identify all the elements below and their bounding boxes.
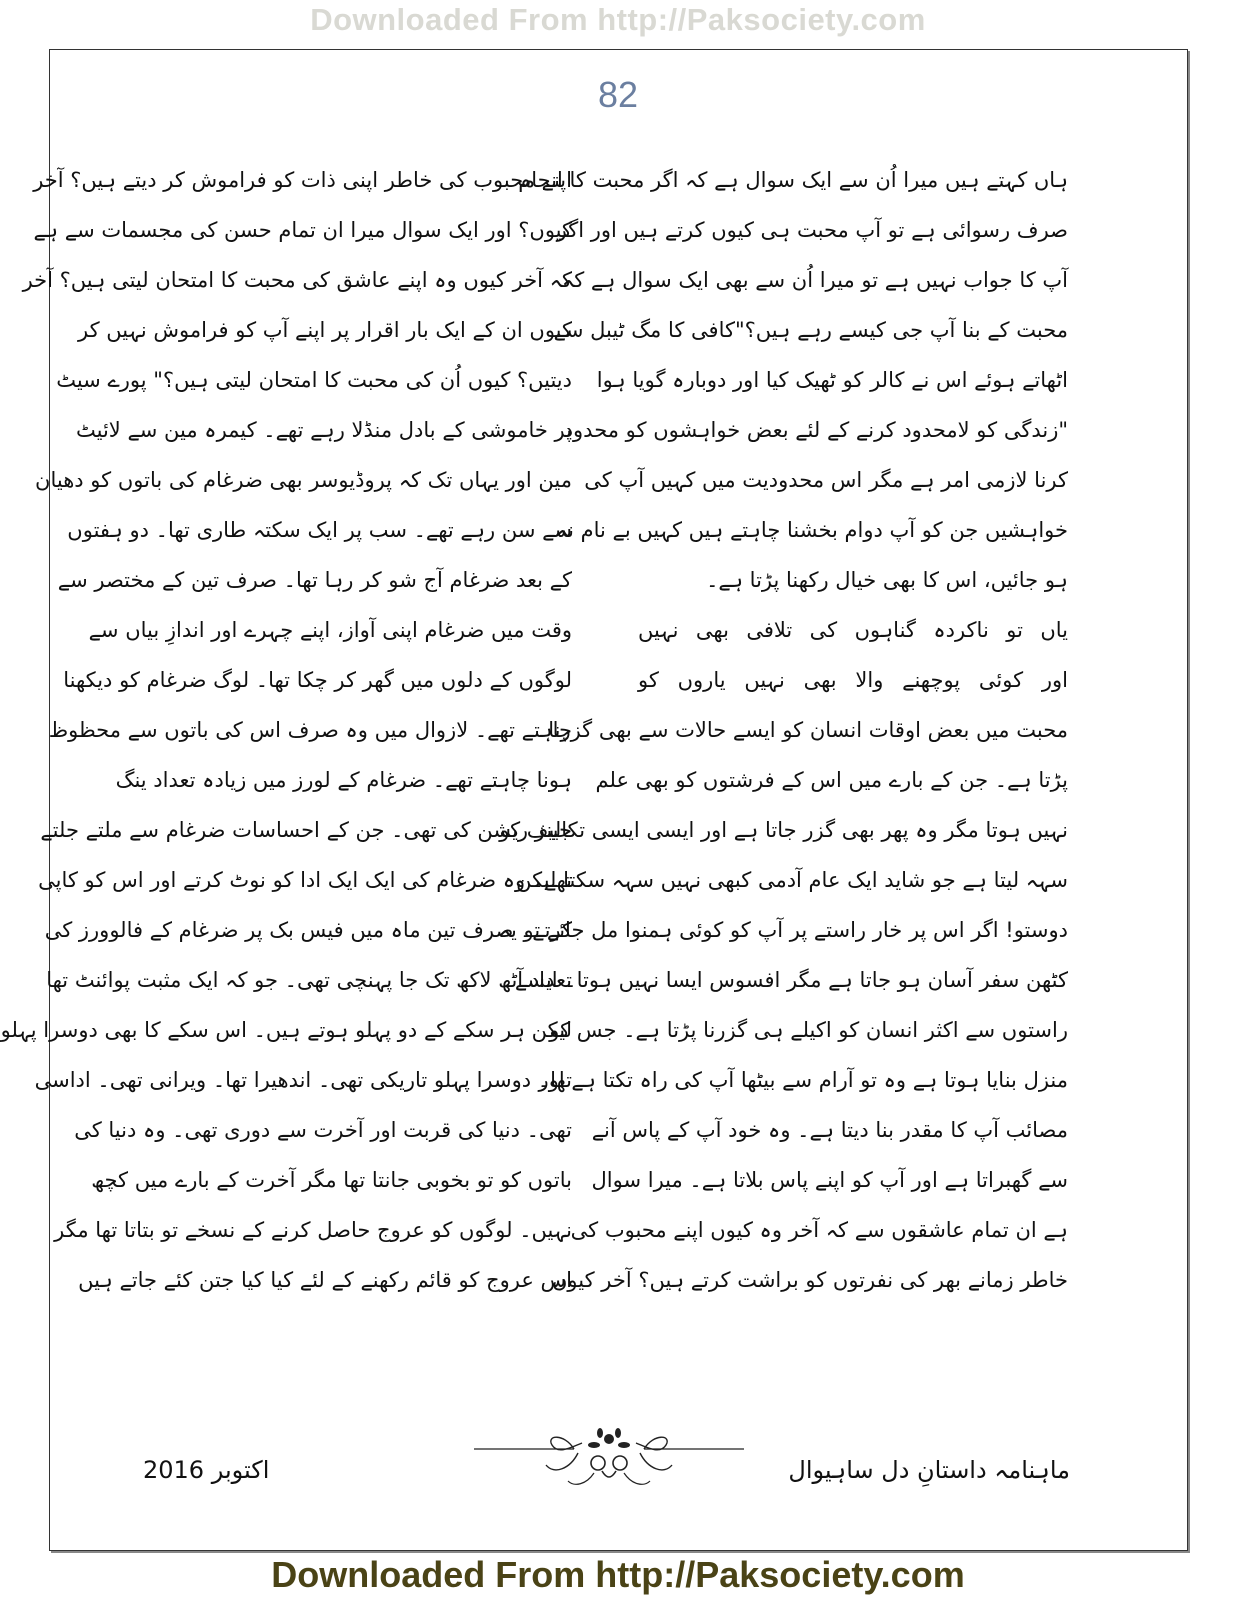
text-line: پر خاموشی کے بادل منڈلا رہے تھے۔ کیمرہ مین سے لائیٹ: [75, 418, 572, 442]
verse-line: یاں تو ناکردہ گناہوں کی تلافی بھی نہیں: [638, 618, 1068, 642]
text-line: دیتیں؟ کیوں اُن کی محبت کا امتحان لیتی ہیں؟" پورے سیٹ: [56, 368, 572, 392]
text-line: نہیں۔ لوگوں کو عروج حاصل کرنے کے نسخے تو بتاتا تھا مگر: [54, 1218, 572, 1242]
page-number: 82: [597, 74, 639, 115]
text-line: ہے ان تمام عاشقوں سے کہ آخر وہ کیوں اپنے محبوب کی: [570, 1218, 1068, 1242]
verse-line: اور کوئی پوچھنے والا بھی نہیں یاروں کو: [638, 668, 1068, 692]
text-line: باتوں کو تو بخوبی جانتا تھا مگر آخرت کے بارے میں کچھ: [91, 1168, 572, 1192]
text-line: کے بعد ضرغام آج شو کر رہا تھا۔ صرف تین کے مختصر سے: [57, 568, 572, 592]
text-line: ہاں کہتے ہیں میرا اُن سے ایک سوال ہے کہ اگر محبت کا انجام: [518, 168, 1068, 192]
watermark-bottom: Downloaded From http://Paksociety.com: [271, 1554, 965, 1595]
text-line: کرتے۔ صرف تین ماہ میں فیس بک پر ضرغام کے فالوورز کی: [44, 918, 572, 942]
text-line: تھی۔ دنیا کی قربت اور آخرت سے دوری تھی۔ وہ دنیا کی: [74, 1118, 572, 1142]
text-line: تھا۔ دوسرا پہلو تاریکی تھی۔ اندھیرا تھا۔ ویرانی تھی۔ اداسی: [34, 1068, 572, 1092]
text-line: اٹھاتے ہوئے اس نے کالر کو ٹھیک کیا اور دوبارہ گویا ہوا: [596, 368, 1068, 392]
text-line: چاہتے تھے۔ لازوال میں وہ صرف اس کی باتوں سے محظوظ: [48, 718, 572, 742]
text-line: خاطر زمانے بھر کی نفرتوں کو براشت کرتے ہیں؟ آخر کیوں: [552, 1268, 1068, 1292]
text-line: لیکن ہر سکے کے دو پہلو ہوتے ہیں۔ اس سکے کا بھی دوسرا پہلو: [0, 1018, 572, 1042]
text-line: مصائب آپ کا مقدر بنا دیتا ہے۔ وہ خود آپ کے پاس آنے: [591, 1118, 1068, 1142]
text-line: جینز ریشن کی تھی۔ جن کے احساسات ضرغام سے ملتے جلتے: [40, 818, 572, 842]
text-line: اس عروج کو قائم رکھنے کے لئے کیا کیا جتن کئے جاتے ہیں: [78, 1268, 572, 1292]
text-line: اپنے محبوب کی خاطر اپنی ذات کو فراموش کر دیتے ہیں؟ آخر: [33, 168, 572, 192]
text-line: کٹھن سفر آسان ہو جاتا ہے مگر افسوس ایسا نہیں ہوتا۔ ایسے: [514, 968, 1068, 992]
footer-ornament-icon: [474, 1425, 744, 1495]
text-line: مین اور یہاں تک کہ پروڈیوسر بھی ضرغام کی باتوں کو دھیان: [35, 468, 572, 492]
text-line: "زندگی کو لامحدود کرنے کے لئے بعض خواہشوں کو محدود: [563, 418, 1068, 442]
text-line: نہیں ہوتا مگر وہ پھر بھی گزر جاتا ہے اور ایسی ایسی تکالیف کو: [499, 818, 1068, 842]
text-line: کیوں؟ اور ایک سوال میرا ان تمام حسن کی مجسمات سے ہے: [33, 218, 572, 242]
text-line: کرنا لازمی امر ہے مگر اس محدودیت میں کہیں آپ کی: [584, 468, 1068, 492]
text-line: ہونا چاہتے تھے۔ ضرغام کے لورز میں زیادہ تعداد ینگ: [115, 768, 572, 792]
text-line: پڑتا ہے۔ جن کے بارے میں اس کے فرشتوں کو بھی علم: [595, 768, 1068, 792]
text-line: راستوں سے اکثر انسان کو اکیلے ہی گزرنا پڑتا ہے۔ جس کو: [549, 1018, 1068, 1042]
text-line: دوستو! اگر اس پر خار راستے پر آپ کو کوئی ہمنوا مل جائے تو یہ: [498, 918, 1068, 942]
text-line: محبت میں بعض اوقات انسان کو ایسے حالات سے بھی گزرنا: [548, 718, 1068, 742]
footer-issue-date: اکتوبر 2016: [143, 1456, 270, 1484]
text-line: سے گھبراتا ہے اور آپ کو اپنے پاس بلاتا ہے۔ میرا سوال: [591, 1168, 1068, 1192]
footer-magazine-name: ماہنامہ داستانِ دل ساہیوال: [788, 1456, 1070, 1484]
text-line: آپ کا جواب نہیں ہے تو میرا اُن سے بھی ایک سوال ہے کہ: [561, 268, 1068, 292]
text-line: ہو جائیں، اس کا بھی خیال رکھنا پڑتا ہے۔: [706, 568, 1068, 592]
text-line: منزل بنایا ہوتا ہے وہ تو آرام سے بیٹھا آپ کی راہ تکتا ہے اور: [538, 1068, 1068, 1092]
text-line: کیوں ان کے ایک بار اقرار پر اپنے آپ کو فراموش نہیں کر: [77, 318, 572, 342]
text-line: سے سن رہے تھے۔ سب پر ایک سکتہ طاری تھا۔ دو ہفتوں: [67, 518, 572, 542]
text-line: تعداد آٹھ لاکھ تک جا پہنچی تھی۔ جو کہ ایک مثبت پوائنٹ تھا: [46, 968, 572, 992]
text-line: سہہ لیتا ہے جو شاید ایک عام آدمی کبھی نہیں سہہ سکتا لیکن: [516, 868, 1068, 892]
text-column-right: [498, 155, 1068, 1305]
text-line: لوگوں کے دلوں میں گھر کر چکا تھا۔ لوگ ضرغام کو دیکھنا: [63, 668, 572, 692]
text-line: صرف رسوائی ہے تو آپ محبت ہی کیوں کرتے ہیں اور اگر: [556, 218, 1068, 242]
watermark-top: Downloaded From http://Paksociety.com: [310, 2, 926, 37]
text-line: محبت کے بنا آپ جی کیسے رہے ہیں؟"کافی کا مگ ٹیبل سے: [553, 318, 1068, 342]
text-line: تھے۔ وہ ضرغام کی ایک ایک ادا کو نوٹ کرتے اور اس کو کاپی: [38, 868, 572, 892]
text-line: خواہشیں جن کو آپ دوام بخشنا چاہتے ہیں کہیں بے نام نہ: [555, 518, 1068, 542]
text-column-left: [0, 155, 572, 1305]
text-line: کہ آخر کیوں وہ اپنے عاشق کی محبت کا امتحان لیتی ہیں؟ آخر: [22, 268, 572, 292]
text-line: وقت میں ضرغام اپنی آواز، اپنے چہرے اور اندازِ بیاں سے: [88, 618, 572, 642]
